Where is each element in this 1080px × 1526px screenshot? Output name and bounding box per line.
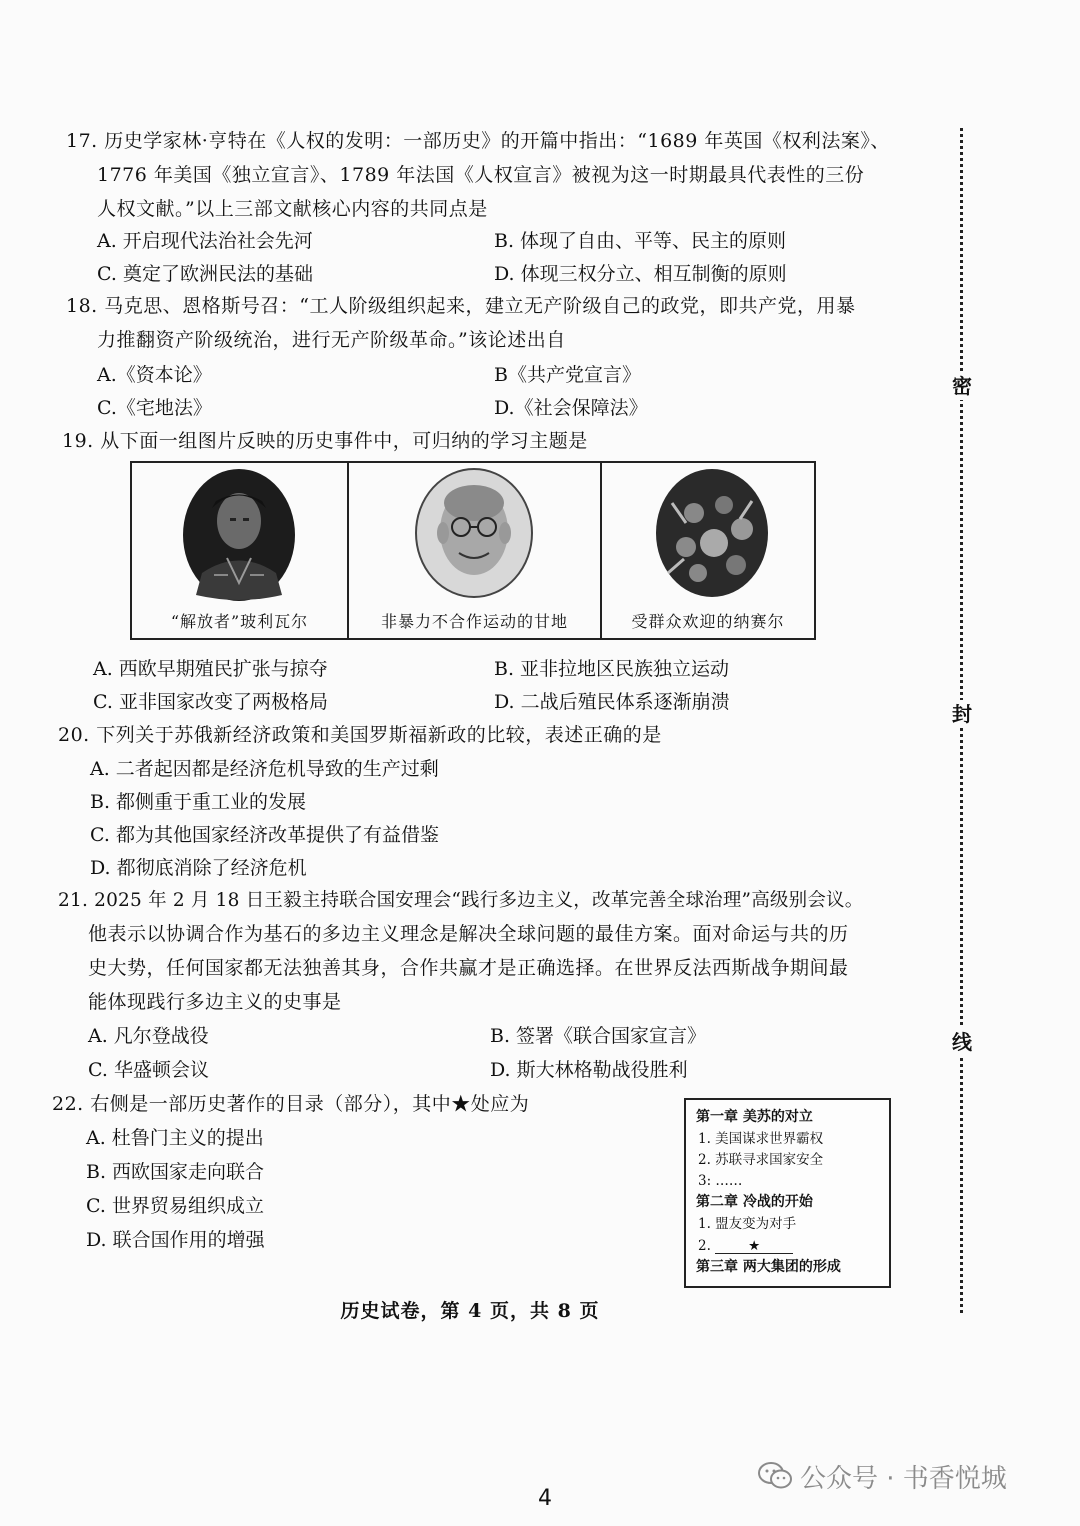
q19-picture-strip (130, 461, 816, 640)
q18-option-b: B《共产党宣言》 (494, 364, 641, 386)
page-footer: 历史试卷，第 4 页，共 8 页 (340, 1300, 600, 1322)
toc-item-2-1: 1. 盟友变为对手 (698, 1216, 797, 1232)
q22-option-c: C. 世界贸易组织成立 (86, 1195, 264, 1217)
q21-option-c: C. 华盛顿会议 (88, 1059, 209, 1081)
q17-option-c: C. 奠定了欧洲民法的基础 (97, 263, 313, 285)
toc-blank-star (715, 1239, 793, 1254)
q19-option-a: A. 西欧早期殖民扩张与掠夺 (93, 658, 328, 680)
q20-option-c: C. 都为其他国家经济改革提供了有益借鉴 (90, 824, 439, 846)
toc-item-2-2-number: 2. (698, 1238, 711, 1254)
binding-char-line: 线 (949, 1028, 975, 1056)
q21-option-d: D. 斯大林格勒战役胜利 (490, 1059, 688, 1081)
toc-item-1-1: 1. 美国谋求世界霸权 (698, 1131, 824, 1147)
toc-item-1-2: 2. 苏联寻求国家安全 (698, 1152, 824, 1168)
q21-option-a: A. 凡尔登战役 (88, 1025, 209, 1047)
toc-item-2-2 (698, 1237, 793, 1255)
q22-stem: 22. 右侧是一部历史著作的目录（部分），其中★处应为 (52, 1093, 530, 1115)
q22-option-d: D. 联合国作用的增强 (86, 1229, 265, 1251)
toc-chapter-1: 第一章 美苏的对立 (696, 1109, 813, 1125)
binding-char-seal: 密 (949, 372, 975, 400)
gandhi-picture (349, 463, 602, 638)
q22-option-b: B. 西欧国家走向联合 (86, 1161, 265, 1183)
q22-option-a: A. 杜鲁门主义的提出 (86, 1127, 264, 1149)
q19-option-d: D. 二战后殖民体系逐渐崩溃 (494, 691, 730, 713)
binding-char-close: 封 (949, 700, 975, 728)
watermark-text: 公众号 · 书香悦城 (800, 1463, 1007, 1494)
toc-chapter-2: 第二章 冷战的开始 (696, 1194, 813, 1210)
q21-stem-line4: 能体现践行多边主义的史事是 (88, 991, 342, 1013)
wechat-icon (758, 1462, 792, 1490)
table-of-contents-box (684, 1098, 891, 1288)
q21-stem-line2: 他表示以协调合作为基石的多边主义理念是解决全球问题的最佳方案。面对命运与共的历 (88, 923, 849, 945)
toc-chapter-3: 第三章 两大集团的形成 (696, 1259, 841, 1275)
q21-stem-line1: 21. 2025 年 2 月 18 日王毅主持联合国安理会“践行多边主义，改革完善全球治理”高级别会议。 (58, 890, 864, 911)
q17-option-d: D. 体现三权分立、相互制衡的原则 (494, 263, 787, 285)
nasser-caption: 受群众欢迎的纳赛尔 (631, 612, 785, 631)
q19-stem: 19. 从下面一组图片反映的历史事件中，可归纳的学习主题是 (62, 430, 588, 452)
q17-option-a: A. 开启现代法治社会先河 (97, 230, 313, 252)
q20-stem: 20. 下列关于苏俄新经济政策和美国罗斯福新政的比较，表述正确的是 (58, 724, 662, 746)
toc-item-1-3: 3: …… (698, 1173, 743, 1189)
q20-option-a: A. 二者起因都是经济危机导致的生产过剩 (90, 758, 439, 780)
q21-option-b: B. 签署《联合国家宣言》 (490, 1025, 707, 1047)
q21-stem-line3: 史大势，任何国家都无法独善其身，合作共赢才是正确选择。在世界反法西斯战争期间最 (88, 957, 849, 979)
star-icon: ★ (748, 1238, 761, 1254)
q20-option-b: B. 都侧重于重工业的发展 (90, 791, 307, 813)
q17-stem-line3: 人权文献。”以上三部文献核心内容的共同点是 (97, 198, 488, 220)
q18-option-a: A.《资本论》 (97, 364, 212, 386)
q18-stem-line2: 力推翻资产阶级统治，进行无产阶级革命。”该论述出自 (97, 329, 566, 351)
q17-stem-line2: 1776 年美国《独立宣言》、1789 年法国《人权宣言》被视为这一时期最具代表性的三份 (97, 164, 865, 186)
wechat-watermark (758, 1458, 1007, 1494)
bolivar-caption: “解放者”玻利瓦尔 (170, 612, 309, 631)
q19-option-c: C. 亚非国家改变了两极格局 (93, 691, 328, 713)
nasser-picture (602, 463, 814, 638)
q18-option-c: C.《宅地法》 (97, 397, 212, 419)
q17-stem-line1: 17. 历史学家林·亨特在《人权的发明：一部历史》的开篇中指出：“1689 年英国《权利法案》、 (66, 130, 890, 152)
bolivar-picture (132, 463, 349, 638)
gandhi-caption: 非暴力不合作运动的甘地 (380, 612, 568, 631)
q18-option-d: D.《社会保障法》 (494, 397, 648, 419)
page-number: 4 (538, 1486, 552, 1511)
q18-stem-line1: 18. 马克思、恩格斯号召：“工人阶级组织起来，建立无产阶级自己的政党，即共产党，用暴 (66, 295, 856, 317)
q19-option-b: B. 亚非拉地区民族独立运动 (494, 658, 730, 680)
q17-option-b: B. 体现了自由、平等、民主的原则 (494, 230, 787, 252)
q20-option-d: D. 都彻底消除了经济危机 (90, 857, 307, 879)
